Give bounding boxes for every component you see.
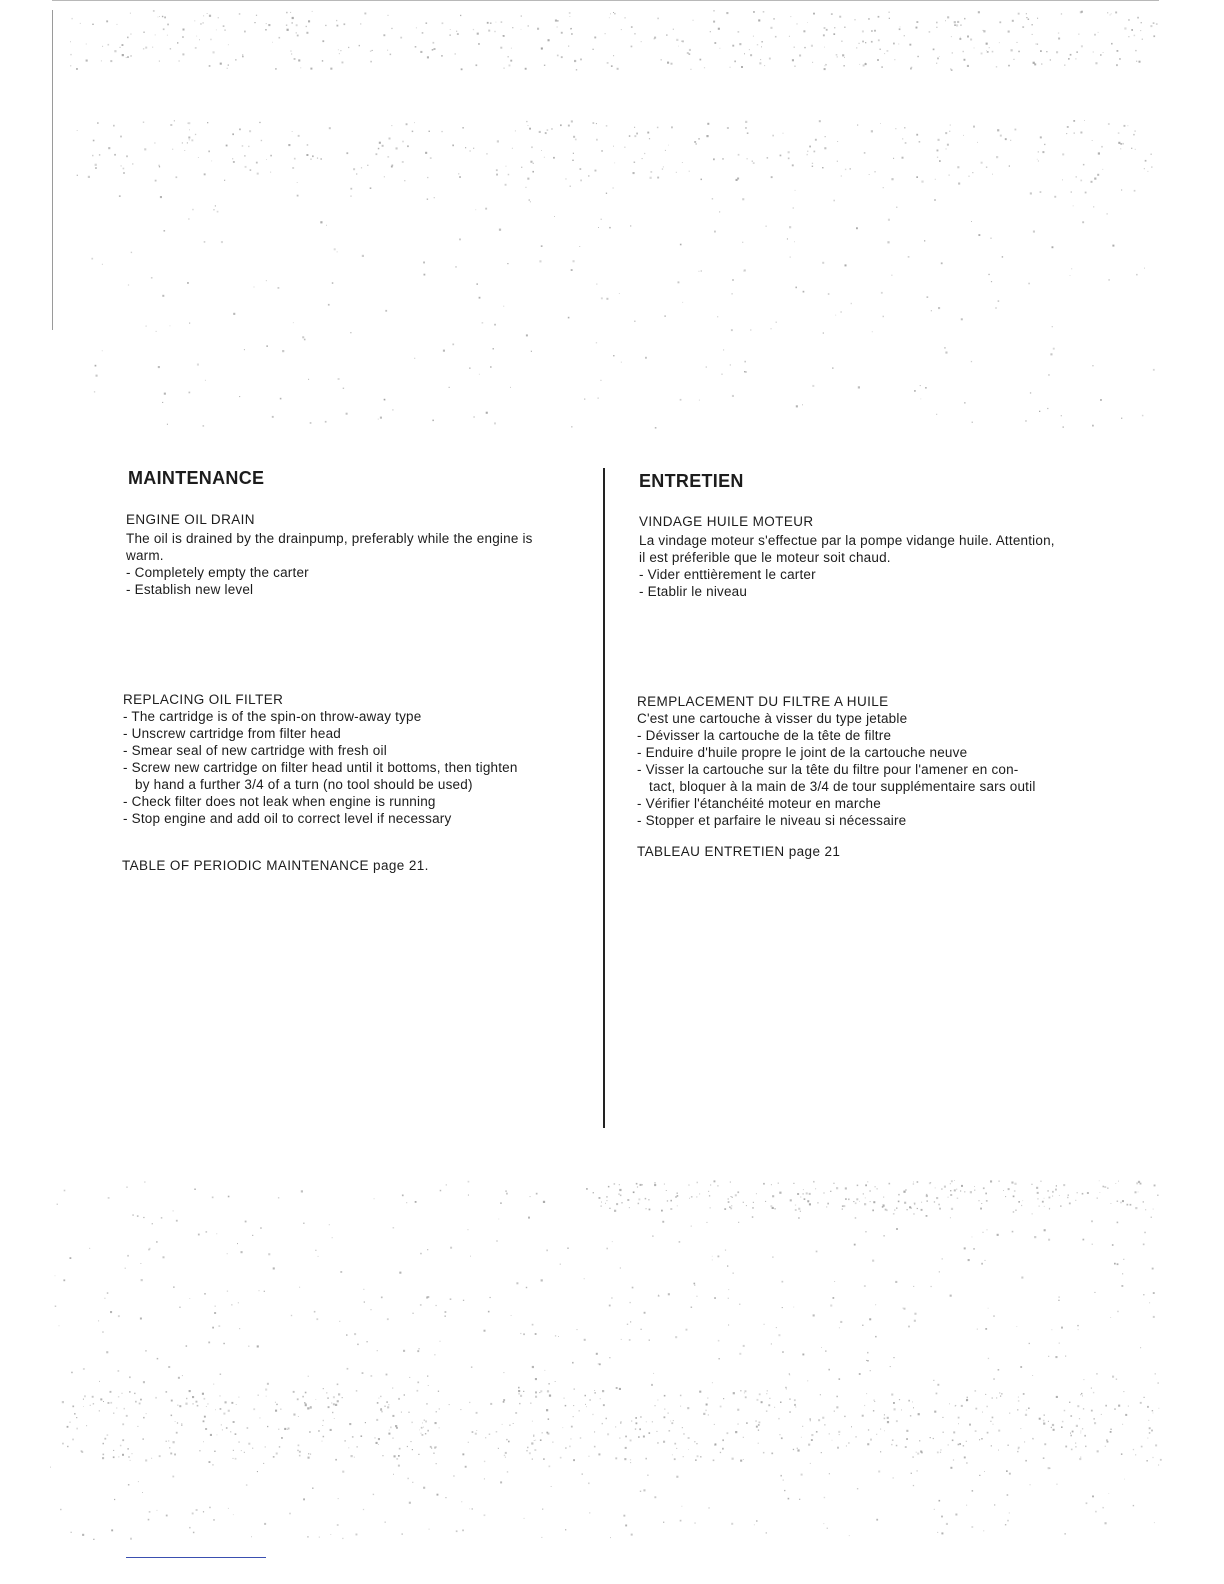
english-oil-drain-text [126,530,581,598]
english-oil-filter-item: - Stop engine and add oil to correct level if necessary [123,811,452,826]
left-scan-edge [52,10,53,330]
french-oil-drain-line: La vindage moteur s'effectue par la pompe vidange huile. Attention, [639,533,1055,548]
french-oil-filter-item: - Enduire d'huile propre le joint de la cartouche neuve [637,745,968,760]
french-oil-drain-item: - Etablir le niveau [639,584,748,599]
french-oil-drain-heading: VINDAGE HUILE MOTEUR [639,514,814,529]
english-oil-drain-line: The oil is drained by the drainpump, preferably while the engine is [126,531,533,546]
english-oil-filter-item: - The cartridge is of the spin-on throw-away type [123,709,422,724]
english-title: MAINTENANCE [128,468,265,488]
french-oil-filter-item: - Vérifier l'étanchéité moteur en marche [637,796,881,811]
french-oil-filter-intro: C'est une cartouche à visser du type jetable [637,711,908,726]
english-oil-filter-item: - Check filter does not leak when engine is running [123,794,436,809]
french-oil-drain-text [639,532,1094,600]
english-oil-filter-item: - Smear seal of new cartridge with fresh oil [123,743,387,758]
french-oil-filter-item: - Visser la cartouche sur la tête du filtre pour l'amener en con- [637,762,1019,777]
english-oil-drain-item: - Completely empty the carter [126,565,309,580]
french-oil-drain-item: - Vider enttièrement le carter [639,567,816,582]
english-oil-filter-item: by hand a further 3/4 of a turn (no tool should be used) [135,777,473,792]
english-oil-filter-item: - Screw new cartridge on filter head until it bottoms, then tighten [123,760,518,775]
french-oil-filter-item: tact, bloquer à la main de 3/4 de tour supplémentaire sars outil [649,779,1036,794]
french-oil-drain-line: il est préferible que le moteur soit chaud. [639,550,891,565]
french-table-reference: TABLEAU ENTRETIEN page 21 [637,844,841,859]
french-oil-filter-item: - Stopper et parfaire le niveau si nécessaire [637,813,907,828]
french-oil-filter-heading: REMPLACEMENT DU FILTRE A HUILE [637,694,889,709]
english-oil-filter-list [123,708,588,827]
english-oil-drain-item: - Establish new level [126,582,254,597]
english-table-reference: TABLE OF PERIODIC MAINTENANCE page 21. [122,858,429,873]
french-oil-filter-list [637,710,1102,829]
french-oil-filter-item: - Dévisser la cartouche de la tête de filtre [637,728,892,743]
column-divider [603,468,605,1128]
english-oil-filter-item: - Unscrew cartridge from filter head [123,726,342,741]
english-oil-drain-line: warm. [126,548,164,563]
french-title: ENTRETIEN [639,471,744,491]
bottom-margin-line [126,1557,266,1558]
top-border-line [52,0,1159,1]
english-oil-filter-heading: REPLACING OIL FILTER [123,692,284,707]
english-oil-drain-heading: ENGINE OIL DRAIN [126,512,255,527]
